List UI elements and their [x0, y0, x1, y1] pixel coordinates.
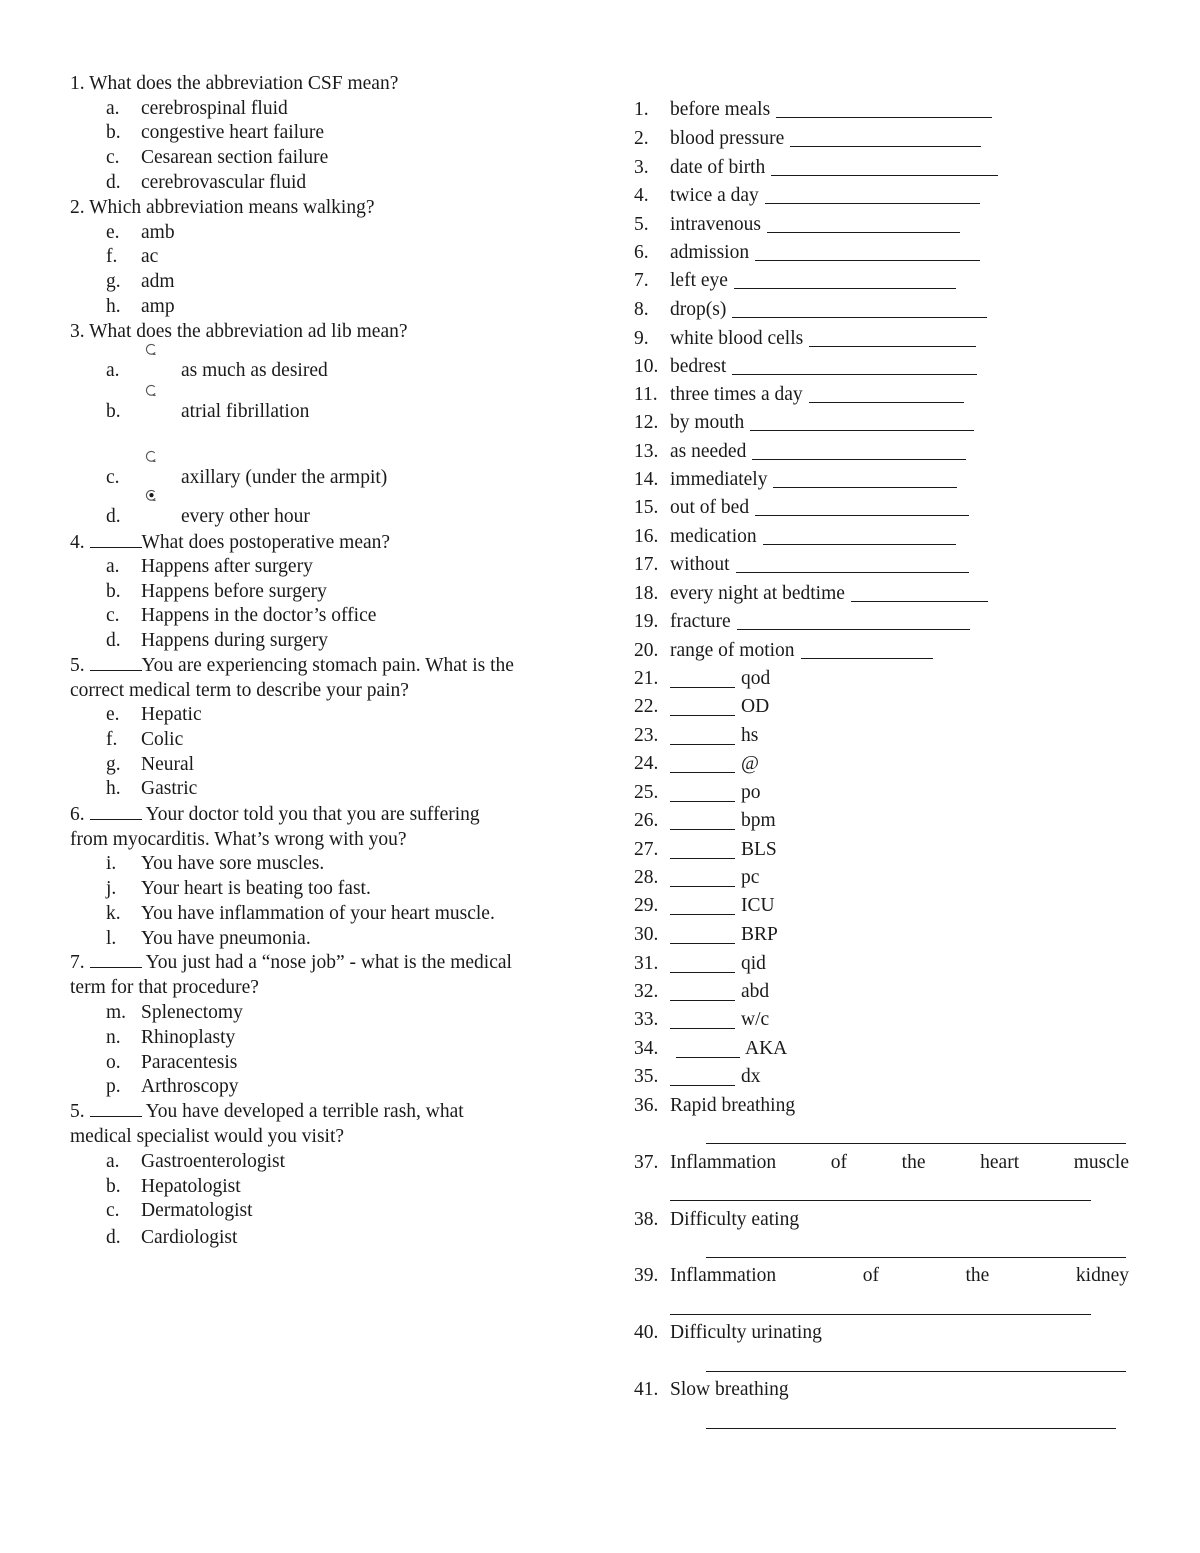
item-number: 14. — [634, 469, 659, 490]
option-letter: b. — [106, 581, 121, 602]
question-label: You are experiencing stomach pain. What is the — [141, 655, 514, 676]
question-text — [70, 1100, 464, 1124]
answer-blank[interactable] — [670, 885, 735, 887]
option-text: atrial fibrillation — [181, 401, 310, 422]
question-number: 5. — [70, 655, 90, 676]
item-number: 2. — [634, 128, 649, 149]
term-text: out of bed — [670, 497, 750, 518]
option-letter: c. — [106, 605, 120, 626]
option-letter: l. — [106, 928, 117, 949]
option-text: adm — [141, 271, 175, 292]
term-text: white blood cells — [670, 328, 804, 349]
question-text — [70, 531, 390, 555]
answer-blank[interactable] — [670, 800, 735, 802]
answer-blank[interactable] — [670, 913, 735, 915]
question-label: from myocarditis. What’s wrong with you? — [70, 829, 407, 850]
phrase-text: Rapid breathing — [670, 1095, 796, 1116]
option-letter: g. — [106, 271, 121, 292]
option-text: Splenectomy — [141, 1002, 243, 1023]
option-letter: p. — [106, 1076, 121, 1097]
question-text — [70, 196, 375, 220]
radio-button[interactable] — [145, 384, 158, 397]
option-text: Cesarean section failure — [141, 147, 329, 168]
item-number: 7. — [634, 270, 649, 291]
item-number: 11. — [634, 384, 658, 405]
item-number: 20. — [634, 640, 659, 661]
item-number: 37. — [634, 1152, 659, 1173]
radio-button-selected[interactable] — [145, 489, 158, 502]
question-label: 3. What does the abbreviation ad lib mean? — [70, 321, 408, 342]
option-letter: f. — [106, 729, 118, 750]
option-text: Neural — [141, 754, 195, 775]
item-number: 8. — [634, 299, 649, 320]
answer-blank[interactable] — [773, 487, 957, 488]
question-text-continued — [70, 976, 259, 1000]
option-letter: h. — [106, 296, 121, 317]
option-text: as much as desired — [181, 360, 328, 381]
question-text — [70, 72, 398, 96]
option-text: congestive heart failure — [141, 122, 324, 143]
answer-blank[interactable] — [90, 818, 142, 820]
answer-blank[interactable] — [670, 828, 735, 830]
option-letter: b. — [106, 1176, 121, 1197]
question-label: 1. What does the abbreviation CSF mean? — [70, 73, 399, 94]
option-letter: f. — [106, 246, 118, 267]
term-text: range of motion — [670, 640, 795, 661]
item-number: 16. — [634, 526, 659, 547]
abbreviation-text: @ — [741, 753, 759, 774]
option-letter: o. — [106, 1052, 121, 1073]
answer-blank[interactable] — [706, 1143, 1126, 1144]
item-number: 39. — [634, 1265, 659, 1286]
answer-blank[interactable] — [771, 175, 998, 176]
item-number: 36. — [634, 1095, 659, 1116]
abbreviation-text: qid — [741, 953, 766, 974]
option-letter: d. — [106, 506, 121, 527]
option-letter: c. — [106, 1200, 120, 1221]
option-text: Your heart is beating too fast. — [141, 878, 371, 899]
question-text — [70, 951, 512, 975]
phrase-text — [670, 1151, 1129, 1175]
phrase-word: muscle — [1073, 1152, 1129, 1173]
option-letter: c. — [106, 147, 120, 168]
option-text: Cardiologist — [141, 1227, 238, 1248]
item-number: 29. — [634, 895, 659, 916]
option-letter: d. — [106, 1227, 121, 1248]
option-letter: a. — [106, 556, 120, 577]
option-letter: a. — [106, 98, 120, 119]
phrase-word: of — [830, 1152, 848, 1173]
item-number: 19. — [634, 611, 659, 632]
answer-blank[interactable] — [763, 544, 956, 545]
term-text: medication — [670, 526, 757, 547]
option-letter: a. — [106, 360, 120, 381]
answer-blank[interactable] — [670, 857, 735, 859]
answer-blank[interactable] — [737, 629, 970, 630]
answer-blank[interactable] — [736, 572, 969, 573]
term-text: blood pressure — [670, 128, 785, 149]
option-text: You have sore muscles. — [141, 853, 325, 874]
question-text-continued — [70, 1125, 344, 1149]
answer-blank[interactable] — [90, 669, 142, 671]
item-number: 9. — [634, 328, 649, 349]
option-text: amp — [141, 296, 175, 317]
term-text: bedrest — [670, 356, 727, 377]
abbreviation-text: OD — [741, 696, 770, 717]
answer-blank[interactable] — [670, 686, 735, 688]
item-number: 38. — [634, 1209, 659, 1230]
abbreviation-text: w/c — [741, 1009, 770, 1030]
item-number: 32. — [634, 981, 659, 1002]
option-text: Rhinoplasty — [141, 1027, 236, 1048]
term-text: every night at bedtime — [670, 583, 845, 604]
abbreviation-text: hs — [741, 725, 759, 746]
question-text — [70, 320, 408, 344]
question-label: You just had a “nose job” - what is the medical — [141, 952, 512, 973]
item-number: 3. — [634, 157, 649, 178]
answer-blank[interactable] — [670, 1084, 735, 1086]
option-text: You have inflammation of your heart muscle. — [141, 903, 495, 924]
question-label: 2. Which abbreviation means walking? — [70, 197, 375, 218]
phrase-text: Slow breathing — [670, 1379, 789, 1400]
question-label: term for that procedure? — [70, 977, 259, 998]
option-text: axillary (under the armpit) — [181, 467, 388, 488]
question-text — [70, 803, 480, 827]
answer-blank[interactable] — [790, 146, 981, 147]
term-text: without — [670, 554, 730, 575]
item-number: 1. — [634, 99, 649, 120]
abbreviation-text: abd — [741, 981, 770, 1002]
question-number: 6. — [70, 804, 90, 825]
option-text: Hepatic — [141, 704, 202, 725]
answer-blank[interactable] — [670, 1314, 1091, 1315]
option-text: Dermatologist — [141, 1200, 253, 1221]
option-letter: b. — [106, 401, 121, 422]
option-text: Paracentesis — [141, 1052, 238, 1073]
abbreviation-text: ICU — [741, 895, 775, 916]
question-text-continued — [70, 828, 407, 852]
term-text: immediately — [670, 469, 768, 490]
phrase-word: Inflammation — [670, 1152, 777, 1173]
option-letter: b. — [106, 122, 121, 143]
answer-blank[interactable] — [755, 260, 980, 261]
option-text: cerebrospinal fluid — [141, 98, 288, 119]
item-number: 6. — [634, 242, 649, 263]
option-text: cerebrovascular fluid — [141, 172, 307, 193]
option-text: Happens in the doctor’s office — [141, 605, 377, 626]
option-text: Gastric — [141, 778, 198, 799]
item-number: 28. — [634, 867, 659, 888]
option-text: Colic — [141, 729, 184, 750]
question-label: correct medical term to describe your pain? — [70, 680, 409, 701]
phrase-word: the — [901, 1152, 926, 1173]
term-text: admission — [670, 242, 750, 263]
option-letter: a. — [106, 1151, 120, 1172]
option-letter: m. — [106, 1002, 127, 1023]
answer-blank[interactable] — [809, 346, 976, 347]
answer-blank[interactable] — [670, 971, 735, 973]
option-letter: e. — [106, 704, 120, 725]
term-text: three times a day — [670, 384, 803, 405]
phrase-word: Inflammation — [670, 1265, 777, 1286]
item-number: 5. — [634, 214, 649, 235]
option-letter: k. — [106, 903, 121, 924]
answer-blank[interactable] — [706, 1371, 1126, 1372]
answer-blank[interactable] — [670, 714, 735, 716]
answer-blank[interactable] — [809, 402, 964, 403]
item-number: 30. — [634, 924, 659, 945]
question-text — [70, 654, 514, 678]
question-text-continued — [70, 679, 409, 703]
item-number: 24. — [634, 753, 659, 774]
option-letter: n. — [106, 1027, 121, 1048]
answer-blank[interactable] — [670, 942, 735, 944]
abbreviation-text: bpm — [741, 810, 776, 831]
question-number: 5. — [70, 1101, 90, 1122]
item-number: 40. — [634, 1322, 659, 1343]
option-letter: j. — [106, 878, 117, 899]
answer-blank[interactable] — [765, 203, 980, 204]
item-number: 41. — [634, 1379, 659, 1400]
answer-blank[interactable] — [732, 317, 987, 318]
term-text: drop(s) — [670, 299, 727, 320]
phrase-word: heart — [980, 1152, 1020, 1173]
option-text: Happens before surgery — [141, 581, 327, 602]
abbreviation-text: BLS — [741, 839, 777, 860]
item-number: 22. — [634, 696, 659, 717]
item-number: 23. — [634, 725, 659, 746]
item-number: 15. — [634, 497, 659, 518]
phrase-word: kidney — [1075, 1265, 1129, 1286]
item-number: 12. — [634, 412, 659, 433]
answer-blank[interactable] — [90, 1115, 142, 1117]
item-number: 4. — [634, 185, 649, 206]
phrase-text — [670, 1264, 1129, 1288]
option-letter: c. — [106, 467, 120, 488]
option-letter: e. — [106, 222, 120, 243]
item-number: 18. — [634, 583, 659, 604]
abbreviation-text: BRP — [741, 924, 778, 945]
option-text: Arthroscopy — [141, 1076, 239, 1097]
abbreviation-text: pc — [741, 867, 760, 888]
answer-blank[interactable] — [752, 459, 966, 460]
item-number: 33. — [634, 1009, 659, 1030]
abbreviation-text: dx — [741, 1066, 761, 1087]
answer-blank[interactable] — [801, 658, 933, 659]
item-number: 27. — [634, 839, 659, 860]
option-letter: i. — [106, 853, 117, 874]
option-text: amb — [141, 222, 175, 243]
answer-blank[interactable] — [755, 515, 969, 516]
option-letter: h. — [106, 778, 121, 799]
question-number: 7. — [70, 952, 90, 973]
answer-blank[interactable] — [706, 1428, 1116, 1429]
option-text: every other hour — [181, 506, 310, 527]
answer-blank[interactable] — [676, 1056, 740, 1058]
radio-button[interactable] — [145, 450, 158, 463]
answer-blank[interactable] — [90, 966, 142, 968]
answer-blank[interactable] — [90, 546, 142, 548]
term-text: date of birth — [670, 157, 766, 178]
option-text: Happens after surgery — [141, 556, 313, 577]
option-text: Gastroenterologist — [141, 1151, 286, 1172]
abbreviation-text: po — [741, 782, 761, 803]
question-label: Your doctor told you that you are suffering — [141, 804, 480, 825]
answer-blank[interactable] — [670, 771, 735, 773]
answer-blank[interactable] — [776, 117, 992, 118]
answer-blank[interactable] — [670, 743, 735, 745]
term-text: fracture — [670, 611, 731, 632]
answer-blank[interactable] — [706, 1257, 1126, 1258]
option-letter: d. — [106, 172, 121, 193]
option-letter: g. — [106, 754, 121, 775]
term-text: before meals — [670, 99, 771, 120]
question-label: medical specialist would you visit? — [70, 1126, 345, 1147]
answer-blank[interactable] — [734, 288, 956, 289]
phrase-word: of — [862, 1265, 879, 1286]
phrase-text: Difficulty eating — [670, 1209, 800, 1230]
question-label: What does postoperative mean? — [141, 532, 391, 553]
term-text: twice a day — [670, 185, 759, 206]
phrase-text: Difficulty urinating — [670, 1322, 822, 1343]
phrase-word: the — [965, 1265, 990, 1286]
term-text: intravenous — [670, 214, 761, 235]
item-number: 31. — [634, 953, 659, 974]
answer-blank[interactable] — [670, 1027, 735, 1029]
item-number: 35. — [634, 1066, 659, 1087]
answer-blank[interactable] — [750, 430, 974, 431]
question-label: You have developed a terrible rash, what — [141, 1101, 464, 1122]
answer-blank[interactable] — [670, 999, 735, 1001]
option-text: Happens during surgery — [141, 630, 329, 651]
radio-button[interactable] — [145, 343, 158, 356]
term-text: left eye — [670, 270, 728, 291]
item-number: 25. — [634, 782, 659, 803]
answer-blank[interactable] — [670, 1200, 1091, 1201]
answer-blank[interactable] — [851, 601, 988, 602]
option-letter: d. — [106, 630, 121, 651]
option-text: Hepatologist — [141, 1176, 241, 1197]
item-number: 34. — [634, 1038, 659, 1059]
abbreviation-text: qod — [741, 668, 771, 689]
item-number: 26. — [634, 810, 659, 831]
option-text: You have pneumonia. — [141, 928, 311, 949]
item-number: 13. — [634, 441, 659, 462]
answer-blank[interactable] — [767, 232, 960, 233]
term-text: as needed — [670, 441, 747, 462]
answer-blank[interactable] — [732, 374, 977, 375]
option-text: ac — [141, 246, 159, 267]
question-number: 4. — [70, 532, 90, 553]
item-number: 21. — [634, 668, 659, 689]
item-number: 10. — [634, 356, 659, 377]
term-text: by mouth — [670, 412, 745, 433]
item-number: 17. — [634, 554, 659, 575]
abbreviation-text: AKA — [745, 1038, 788, 1059]
